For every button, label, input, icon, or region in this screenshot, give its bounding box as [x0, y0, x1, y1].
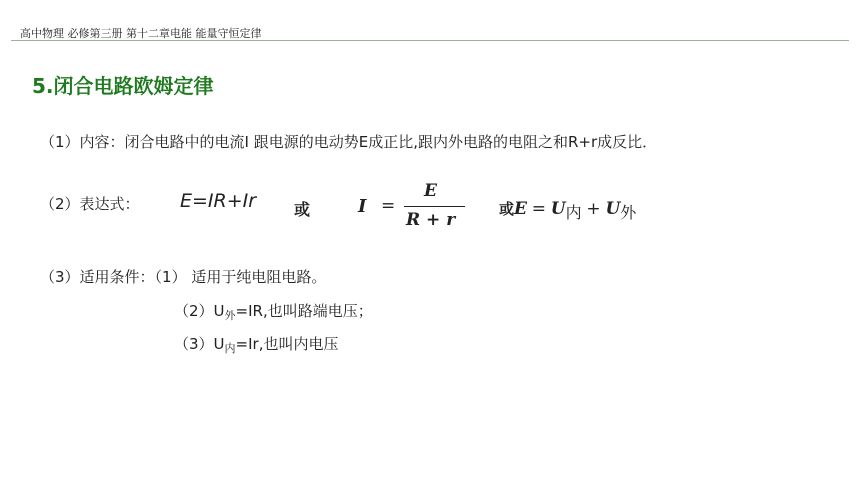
plus-sign: + [586, 199, 601, 219]
or-word-2: 或 [499, 200, 515, 218]
content-line-1: （1）内容：闭合电路中的电流I 跟电源的电动势E成正比,跟内外电路的电阻之和R+r成反比． [40, 133, 658, 151]
header-divider [11, 40, 849, 41]
internal-voltage-subscript: 内 [224, 342, 236, 355]
formula-e-symbol: E [514, 199, 527, 219]
fraction-bar [404, 206, 465, 207]
formula-u-outer: U [605, 199, 621, 219]
internal-voltage-suffix: =Ir,也叫内电压 [235, 335, 339, 353]
terminal-voltage-subscript: 外 [224, 309, 236, 322]
equals-sign: = [381, 196, 396, 216]
internal-voltage-line [174, 333, 338, 356]
formula-u-inner: U [550, 199, 566, 219]
terminal-voltage-suffix: =IR,也叫路端电压； [235, 302, 373, 320]
subscript-outer: 外 [620, 203, 637, 222]
fraction-denominator: R + r [406, 210, 456, 230]
or-word-1: 或 [294, 200, 311, 219]
formula-emf: E=IR+Ir [180, 190, 257, 212]
formula-current-symbol: I [358, 196, 367, 217]
breadcrumb: 高中物理 必修第三册 第十二章电能 能量守恒定律 [20, 27, 262, 40]
or-formula-2 [499, 198, 636, 223]
expression-label: （2）表达式： [40, 195, 140, 213]
internal-voltage-prefix: （3）U [174, 335, 225, 353]
terminal-voltage-line [174, 300, 373, 323]
conditions-line: （3）适用条件：（1） 适用于纯电阻电路。 [40, 268, 327, 286]
terminal-voltage-prefix: （2）U [174, 302, 225, 320]
subscript-inner: 内 [565, 203, 582, 222]
page-title: 5.闭合电路欧姆定律 [32, 74, 214, 98]
equals-sign-2: = [531, 199, 547, 219]
fraction-numerator: E [424, 181, 437, 201]
